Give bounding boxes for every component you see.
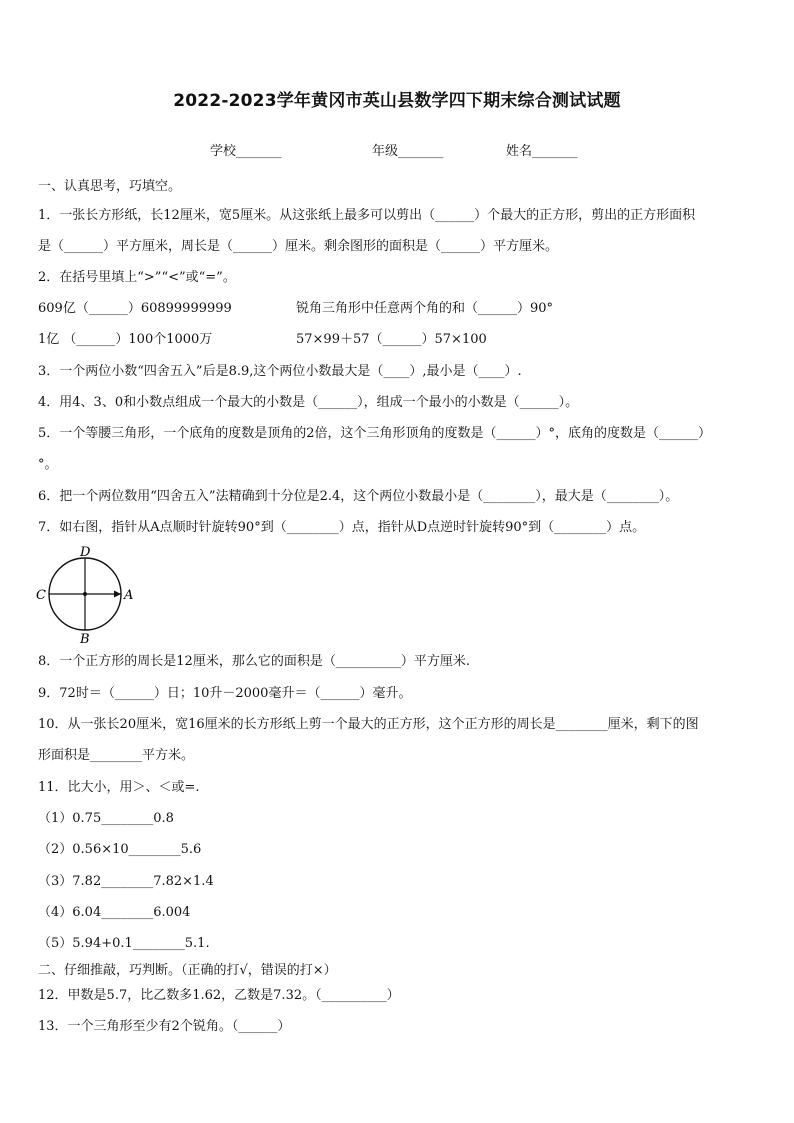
question-7: 7．如右图，指针从A点顺时针旋转90°到（________）点，指针从D点逆时针旋转90°到（________）点。: [38, 520, 646, 535]
question-2-item-d: 57×99＋57（______）57×100: [296, 332, 487, 347]
name-field: 姓名_______: [506, 144, 578, 159]
question-2: 2．在括号里填上“>”“<”或“=”。: [38, 270, 236, 285]
question-12: 12．甲数是5.7，比乙数多1.62，乙数是7.32。（__________）: [38, 988, 400, 1003]
question-8: 8．一个正方形的周长是12厘米，那么它的面积是（__________）平方厘米.: [38, 654, 470, 669]
question-5-line-2: °。: [38, 457, 58, 472]
question-5-line-1: 5．一个等腰三角形，一个底角的度数是顶角的2倍，这个三角形顶角的度数是（______）°，底角的度数是（______）: [38, 426, 712, 441]
school-field: 学校_______: [210, 144, 282, 159]
question-1-line-2: 是（______）平方厘米，周长是（______）厘米。剩余图形的面积是（______）平方厘米。: [38, 239, 559, 254]
question-4: 4．用4、3、0和小数点组成一个最大的小数是（______），组成一个最小的小数是（______）。: [38, 395, 579, 410]
label-d: D: [80, 545, 91, 560]
question-11-item-5: （5）5.94+0.1________5.1.: [38, 936, 210, 951]
figure-center-dot: [83, 592, 87, 596]
clock-circle-figure: [30, 542, 140, 646]
section-1-heading: 一、认真思考，巧填空。: [38, 179, 182, 194]
pointer-arrow-icon: [114, 591, 121, 598]
section-2-heading: 二、仔细推敲，巧判断。（正确的打√，错误的打×）: [38, 963, 337, 978]
question-2-item-b: 锐角三角形中任意两个角的和（______）90°: [296, 301, 554, 316]
grade-field: 年级_______: [372, 144, 444, 159]
question-3: 3．一个两位小数“四舍五入”后是8.9,这个两位小数最大是（____）,最小是（____）.: [38, 364, 522, 379]
label-c: C: [36, 588, 46, 603]
question-11-item-1: （1）0.75________0.8: [38, 811, 174, 826]
label-a: A: [124, 588, 134, 603]
question-9: 9．72时＝（______）日；10升－2000毫升＝（______）毫升。: [38, 686, 412, 701]
question-10-line-2: 形面积是________平方米。: [38, 748, 195, 763]
question-11: 11．比大小，用＞、＜或=.: [38, 780, 200, 795]
question-2-item-c: 1亿 （______）100个1000万: [38, 332, 213, 347]
question-13: 13．一个三角形至少有2个锐角。（______）: [38, 1019, 291, 1034]
label-b: B: [80, 632, 90, 646]
question-11-item-3: （3）7.82________7.82×1.4: [38, 874, 214, 889]
question-11-item-4: （4）6.04________6.004: [38, 905, 191, 920]
question-2-item-a: 609亿（______）60899999999: [38, 301, 232, 316]
question-10-line-1: 10．从一张长20厘米，宽16厘米的长方形纸上剪一个最大的正方形，这个正方形的周长是________厘米，剩下的图: [38, 717, 699, 732]
question-6: 6．把一个两位数用“四舍五入”法精确到十分位是2.4，这个两位小数最小是（________），最大是（________）。: [38, 489, 679, 504]
question-1-line-1: 1．一张长方形纸，长12厘米，宽5厘米。从这张纸上最多可以剪出（______）个最大的正方形，剪出的正方形面积: [38, 208, 696, 223]
page-title: 2022-2023学年黄冈市英山县数学四下期末综合测试试题: [173, 91, 621, 111]
question-11-item-2: （2）0.56×10________5.6: [38, 842, 202, 857]
